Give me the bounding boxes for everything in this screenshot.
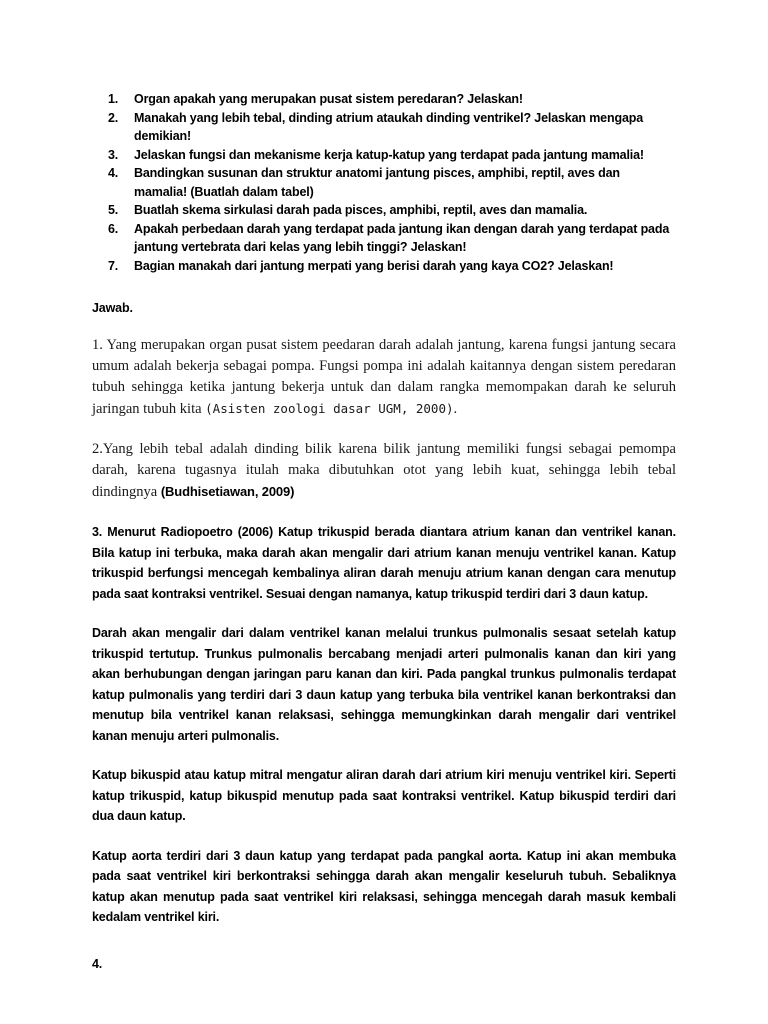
citation-ugm: (Asisten zoologi dasar UGM, 2000): [205, 401, 454, 416]
question-item: [108, 257, 676, 276]
question-text: Buatlah skema sirkulasi darah pada pisces, amphibi, reptil, aves dan mamalia.: [134, 203, 588, 217]
question-item: [108, 90, 676, 109]
question-number: 6.: [108, 221, 119, 236]
question-number: 7.: [108, 258, 119, 273]
question-item: [108, 164, 676, 201]
answer-paragraph-3a: 3. Menurut Radiopoetro (2006) Katup trikuspid berada diantara atrium kanan dan ventrikel kanan. Bila katup ini terbuka, maka darah akan mengalir dari atrium kanan menuju ventrikel kanan. Katup trikuspid berfungsi mencegah kembalinya aliran darah menuju atrium kanan dengan cara menutup pada saat kontraksi ventrikel. Sesuai dengan namanya, katup trikuspid terdiri dari 3 daun katup.: [92, 525, 676, 601]
question-number: 3.: [108, 147, 119, 162]
question-text: Jelaskan fungsi dan mekanisme kerja katup-katup yang terdapat pada jantung mamalia!: [134, 147, 644, 162]
question-item: [108, 220, 676, 257]
answer-paragraph-3d: Katup aorta terdiri dari 3 daun katup yang terdapat pada pangkal aorta. Katup ini akan membuka pada saat ventrikel kiri berkontraksi sehingga darah akan mengalir keseluruh tubuh. Sebaliknya katup akan menutup pada saat ventrikel kiri relaksasi, sehingga mencegah darah masuk kembali kedalam ventrikel kiri.: [92, 848, 676, 924]
answer-paragraph-1: [92, 335, 676, 420]
question-number: 2.: [108, 110, 119, 125]
answer-1-period: .: [453, 401, 458, 417]
question-list: [108, 90, 676, 275]
citation-budhisetiawan: (Budhisetiawan, 2009): [160, 484, 295, 499]
question-number: 1.: [108, 92, 119, 106]
answer-1-text: 1. Yang merupakan organ pusat sistem peedaran darah adalah jantung, karena fungsi jantung secara umum adalah bekerja sebagai pompa. Fungsi pompa ini adalah kaitannya dengan sistem peredaran tubuh sehingga ketika jantung bekerja untuk dan dalam rangka memompakan darah ke seluruh jaringan tubuh kita: [92, 337, 676, 417]
answer-paragraph-3c: Katup bikuspid atau katup mitral mengatur aliran darah dari atrium kiri menuju ventrikel kiri. Seperti katup trikuspid, katup bikuspid menutup pada saat kontraksi ventrikel. Katup bikuspid terdiri dari dua daun katup.: [92, 768, 676, 823]
question-number: 5.: [108, 203, 119, 217]
answer-2-text: 2.Yang lebih tebal adalah dinding bilik karena bilik jantung memiliki fungsi sebagai pemompa darah, karena tugasnya itulah maka dibutuhkan otot yang lebih kuat, sehingga lebih tebal dindingnya: [92, 441, 676, 500]
answer-4-number: 4.: [92, 956, 103, 971]
question-text: Manakah yang lebih tebal, dinding atrium ataukah dinding ventrikel? Jelaskan mengapa demikian!: [134, 110, 644, 143]
answer-paragraph-2: [92, 439, 676, 503]
jawab-heading: Jawab.: [92, 301, 133, 315]
answer-paragraph-3b: Darah akan mengalir dari dalam ventrikel kanan melalui trunkus pulmonalis sesaat setelah katup trikuspid tertutup. Trunkus pulmonalis bercabang menjadi arteri pulmonalis kanan dan kiri yang akan berhubungan dengan jaringan paru kanan dan kiri. Pada pangkal trunkus pulmonalis terdapat katup pulmonalis yang terdiri dari 3 daun katup yang terbuka bila ventrikel kanan berkontraksi dan menutup bila ventrikel kanan relaksasi, sehingga memungkinkan darah mengalir dari ventrikel kanan menuju arteri pulmonalis.: [92, 626, 676, 743]
question-text: Organ apakah yang merupakan pusat sistem peredaran? Jelaskan!: [134, 92, 523, 106]
question-text: Bagian manakah dari jantung merpati yang berisi darah yang kaya CO2? Jelaskan!: [134, 258, 614, 273]
question-item: [108, 146, 676, 165]
question-number: 4.: [108, 166, 119, 180]
question-text: Bandingkan susunan dan struktur anatomi jantung pisces, amphibi, reptil, aves dan mamalia! (Buatlah dalam tabel): [134, 166, 620, 199]
question-item: [108, 201, 676, 220]
question-text: Apakah perbedaan darah yang terdapat pada jantung ikan dengan darah yang terdapat pada jantung vertebrata dari kelas yang lebih tinggi? Jelaskan!: [134, 221, 670, 254]
question-item: [108, 109, 676, 146]
